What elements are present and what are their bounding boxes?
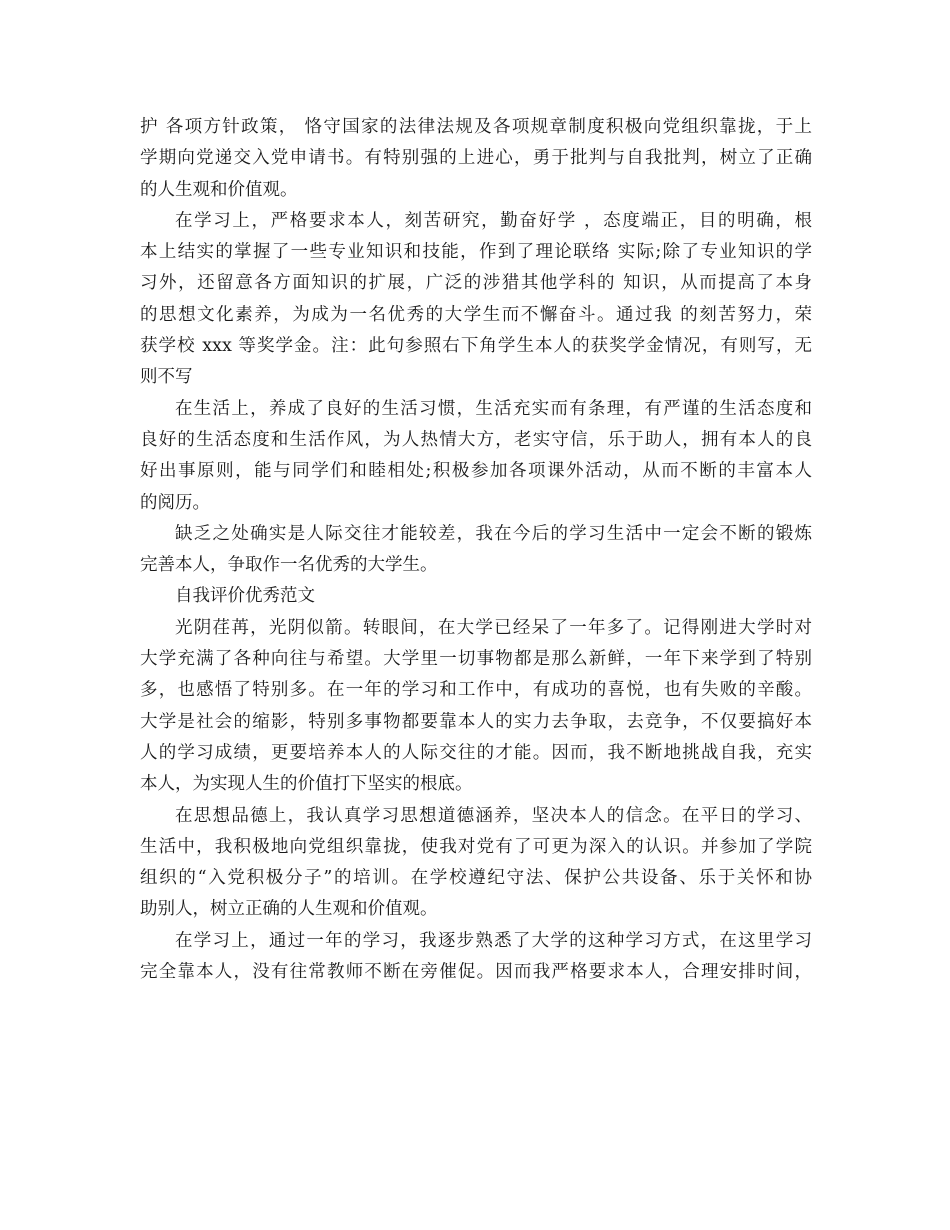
text-line: 人的学习成绩，更要培养本人的人际交往的才能。因而，我不断地挑战自我，充实 [140, 742, 812, 763]
text-line: 自我评价优秀范文 [175, 586, 315, 607]
text-line: 良好的生活态度和生活作风，为人热情大方，老实守信，乐于助人，拥有本人的良 [140, 429, 812, 450]
text-line: 护 各项方针政策， 恪守国家的法律法规及各项规章制度积极向党组织靠拢，于上 [140, 117, 812, 137]
document-body [140, 112, 812, 988]
text-line: 生活中，我积极地向党组织靠拢，使我对党有了可更为深入的认识。并参加了学院 [140, 836, 812, 857]
paragraph [140, 613, 812, 801]
paragraph [140, 519, 812, 582]
paragraph [140, 801, 812, 926]
text-line: 助别人，树立正确的人生观和价值观。 [140, 899, 438, 920]
text-line: 完善本人，争取作一名优秀的大学生。 [140, 555, 438, 576]
text-line: 则不写 [140, 367, 193, 388]
paragraph [140, 206, 812, 394]
text-line: 习外，还留意各方面知识的扩展，广泛的涉猎其他学科的 知识，从而提高了本身 [140, 273, 812, 294]
text-line: 在学习上，严格要求本人，刻苦研究，勤奋好学 ，态度端正，目的明确，根 [175, 210, 812, 231]
text-line: 本人，为实现人生的价值打下坚实的根底。 [140, 774, 473, 795]
text-line: 光阴荏苒，光阴似箭。转眼间，在大学已经呆了一年多了。记得刚进大学时对 [175, 617, 812, 638]
text-line: 在学习上，通过一年的学习，我逐步熟悉了大学的这种学习方式，在这里学习 [175, 930, 812, 951]
text-line: 学期向党递交入党申请书。有特别强的上进心，勇于批判与自我批判，树立了正确 [140, 148, 812, 169]
text-line: 获学校 xxx 等奖学金。注：此句参照右下角学生本人的获奖学金情况，有则写，无 [140, 336, 812, 357]
text-line: 大学是社会的缩影，特别多事物都要靠本人的实力去争取，去竞争，不仅要搞好本 [140, 711, 812, 732]
paragraph [140, 112, 812, 206]
text-line: 的思想文化素养，为成为一名优秀的大学生而不懈奋斗。通过我 的刻苦努力，荣 [140, 304, 812, 325]
text-line: 本上结实的掌握了一些专业知识和技能，作到了理论联络 实际;除了专业知识的学 [140, 242, 812, 263]
text-line: 组织的“入党积极分子”的培训。在学校遵纪守法、保护公共设备、乐于关怀和协 [140, 868, 812, 889]
text-line: 的阅历。 [140, 492, 210, 513]
paragraph [140, 394, 812, 519]
text-line: 缺乏之处确实是人际交往才能较差，我在今后的学习生活中一定会不断的锻炼 [175, 523, 812, 544]
text-line: 在思想品德上，我认真学习思想道德涵养，坚决本人的信念。在平日的学习、 [175, 805, 812, 826]
text-line: 大学充满了各种向往与希望。大学里一切事物都是那么新鲜，一年下来学到了特别 [140, 649, 812, 670]
paragraph [140, 926, 812, 989]
text-line: 的人生观和价值观。 [140, 179, 298, 200]
text-line: 在生活上，养成了良好的生活习惯，生活充实而有条理，有严谨的生活态度和 [175, 398, 812, 419]
text-line: 多，也感悟了特别多。在一年的学习和工作中，有成功的喜悦，也有失败的辛酸。 [140, 680, 812, 701]
text-line: 完全靠本人，没有往常教师不断在旁催促。因而我严格要求本人，合理安排时间， [140, 962, 812, 983]
paragraph [140, 581, 812, 612]
text-line: 好出事原则，能与同学们和睦相处;积极参加各项课外活动，从而不断的丰富本人 [140, 461, 812, 482]
